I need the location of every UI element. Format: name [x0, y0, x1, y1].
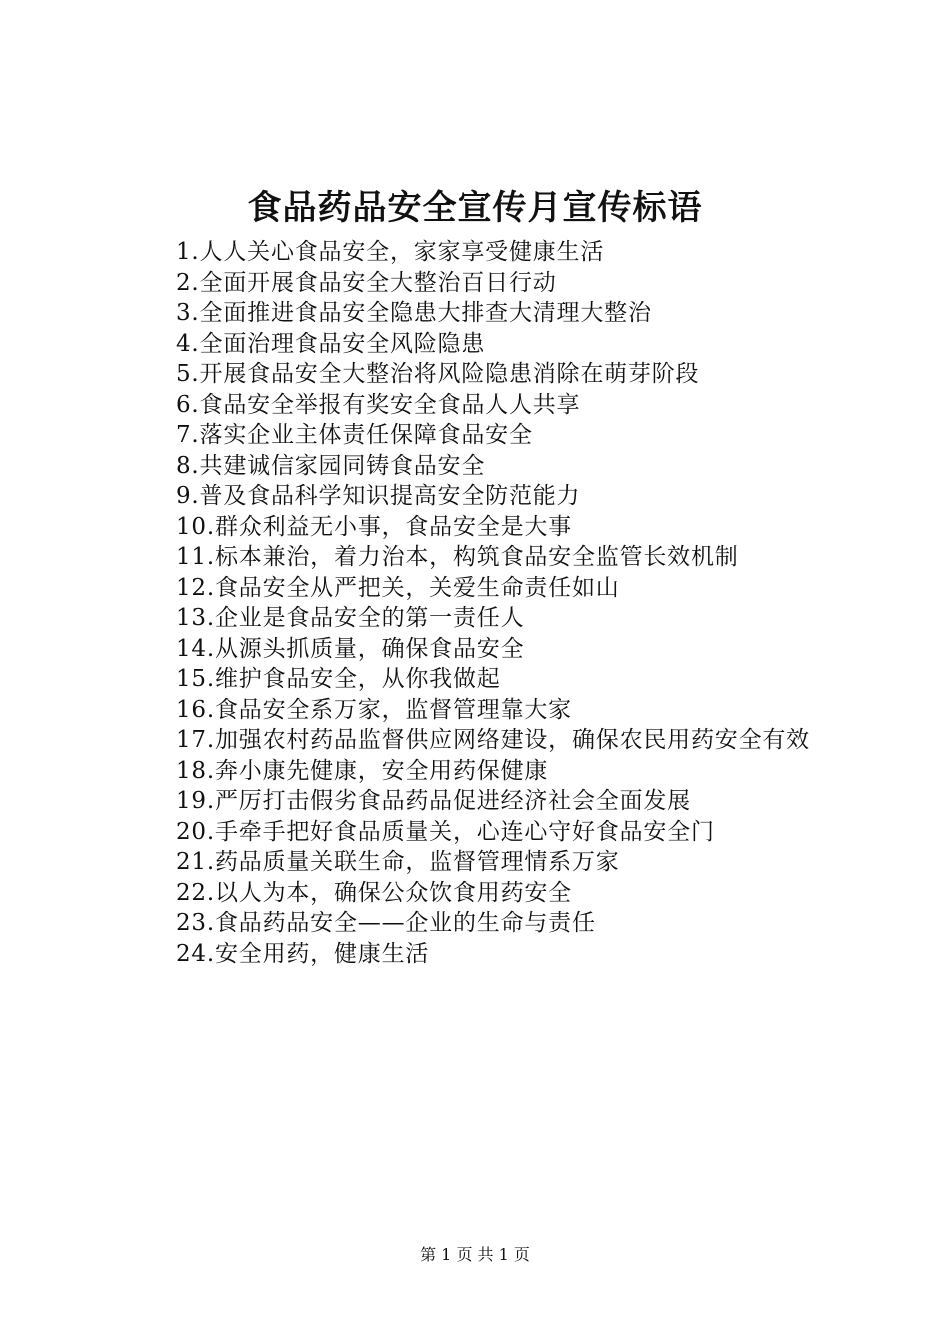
page-number-footer: 第 1 页 共 1 页 — [420, 1245, 530, 1264]
slogan-item: 9.普及食品科学知识提高安全防范能力 — [176, 483, 581, 509]
slogan-item: 19.严厉打击假劣食品药品促进经济社会全面发展 — [176, 788, 691, 814]
slogan-item: 23.食品药品安全——企业的生命与责任 — [176, 910, 596, 936]
slogan-item: 11.标本兼治，着力治本，构筑食品安全监管长效机制 — [176, 544, 739, 570]
slogan-item: 22.以人为本，确保公众饮食用药安全 — [176, 879, 572, 906]
slogan-item: 15.维护食品安全，从你我做起 — [176, 666, 501, 692]
slogan-item: 8.共建诚信家园同铸食品安全 — [176, 452, 486, 479]
document-title: 食品药品安全宣传月宣传标语 — [247, 188, 703, 228]
slogan-item: 6.食品安全举报有奖安全食品人人共享 — [176, 391, 581, 418]
slogan-item: 5.开展食品安全大整治将风险隐患消除在萌芽阶段 — [176, 361, 700, 387]
slogan-item: 24.安全用药，健康生活 — [176, 940, 430, 967]
slogan-item: 2.全面开展食品安全大整治百日行动 — [176, 269, 557, 296]
slogan-item: 16.食品安全系万家，监督管理靠大家 — [176, 696, 572, 723]
slogan-item: 20.手牵手把好食品质量关，心连心守好食品安全门 — [176, 818, 715, 845]
slogan-list — [128, 237, 840, 969]
slogan-item: 1.人人关心食品安全，家家享受健康生活 — [176, 239, 605, 265]
slogan-item: 3.全面推进食品安全隐患大排查大清理大整治 — [176, 300, 652, 326]
slogan-item: 18.奔小康先健康，安全用药保健康 — [176, 757, 549, 784]
slogan-item: 10.群众利益无小事，食品安全是大事 — [176, 513, 572, 540]
slogan-item: 4.全面治理食品安全风险隐患 — [176, 330, 486, 357]
slogan-item: 7.落实企业主体责任保障食品安全 — [176, 422, 533, 448]
slogan-item: 17.加强农村药品监督供应网络建设，确保农民用药安全有效 — [176, 727, 810, 753]
slogan-item: 13.企业是食品安全的第一责任人 — [176, 605, 525, 631]
slogan-item: 14.从源头抓质量，确保食品安全 — [176, 635, 525, 662]
slogan-item: 12.食品安全从严把关，关爱生命责任如山 — [176, 574, 620, 601]
slogan-item: 21.药品质量关联生命，监督管理情系万家 — [176, 849, 620, 875]
